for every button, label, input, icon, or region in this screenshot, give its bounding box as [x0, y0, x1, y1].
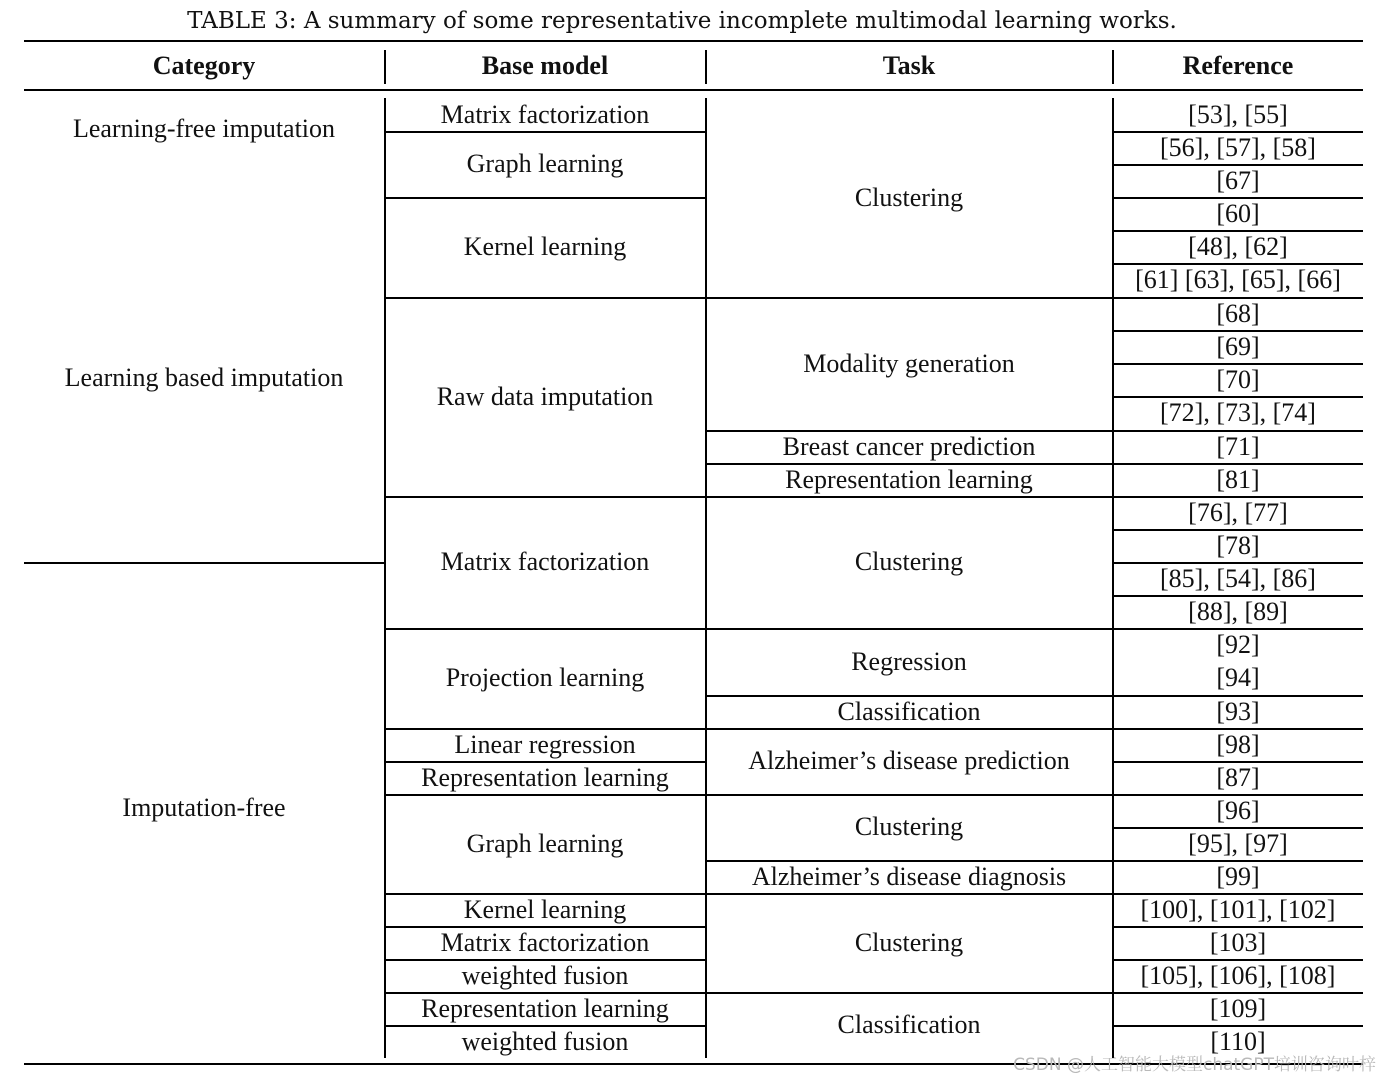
reference-cell: [78] — [1216, 530, 1260, 560]
base-model-cell: Representation learning — [421, 993, 669, 1023]
reference-cell: [87] — [1216, 762, 1260, 792]
reference-cell: [48], [62] — [1188, 231, 1288, 261]
reference-cell: [53], [55] — [1188, 99, 1288, 129]
reference-cell: [110] — [1210, 1026, 1266, 1056]
header-category: Category — [152, 51, 256, 80]
reference-cell: [96] — [1216, 795, 1260, 825]
base-model-cell: Graph learning — [466, 828, 624, 858]
header-divider — [705, 50, 707, 84]
reference-cell: [72], [73], [74] — [1160, 398, 1316, 427]
base-model-cell: Projection learning — [445, 663, 645, 692]
reference-cell: [109] — [1209, 993, 1267, 1023]
reference-cell: [103] — [1209, 927, 1267, 957]
category-cell: Learning-free imputation — [72, 114, 336, 143]
header-reference: Reference — [1182, 51, 1294, 80]
base-model-cell: Raw data imputation — [436, 381, 654, 411]
reference-cell: [67] — [1216, 165, 1260, 195]
reference-cell: [76], [77] — [1188, 497, 1288, 527]
table-caption: TABLE 3: A summary of some representative incomplete multimodal learning works. — [187, 8, 1177, 34]
base-model-cell: Kernel learning — [463, 232, 627, 261]
reference-cell: [68] — [1216, 298, 1260, 328]
base-model-cell: Representation learning — [421, 762, 669, 792]
task-cell: Clustering — [854, 927, 964, 957]
category-cell: Imputation-free — [122, 793, 286, 822]
task-cell: Clustering — [854, 812, 964, 841]
header-rule — [24, 89, 1363, 91]
reference-cell: [92] — [1216, 629, 1260, 659]
base-model-cell: weighted fusion — [461, 1026, 629, 1056]
reference-cell: [95], [97] — [1188, 828, 1288, 858]
base-model-cell: Matrix factorization — [440, 927, 650, 957]
task-cell: Alzheimer’s disease diagnosis — [751, 861, 1067, 891]
reference-cell: [94] — [1216, 663, 1260, 692]
reference-cell: [93] — [1216, 696, 1260, 726]
task-cell: Breast cancer prediction — [782, 431, 1036, 461]
reference-cell: [56], [57], [58] — [1160, 132, 1316, 162]
reference-cell: [105], [106], [108] — [1140, 960, 1336, 990]
reference-cell: [61] [63], [65], [66] — [1135, 265, 1341, 294]
reference-cell: [60] — [1216, 198, 1260, 228]
task-cell: Representation learning — [785, 464, 1033, 494]
reference-cell: [71] — [1216, 431, 1260, 461]
reference-cell: [98] — [1216, 729, 1260, 759]
watermark: CSDN @人工智能大模型chatGPT培训咨询叶梓 — [1013, 1055, 1376, 1075]
base-model-cell: Kernel learning — [463, 894, 627, 924]
base-model-cell: Graph learning — [466, 149, 624, 178]
base-model-cell: Matrix factorization — [440, 547, 650, 576]
reference-cell: [99] — [1216, 861, 1260, 891]
reference-cell: [69] — [1216, 331, 1260, 361]
header-divider — [1112, 50, 1114, 84]
task-cell: Regression — [851, 646, 967, 676]
reference-cell: [100], [101], [102] — [1140, 894, 1336, 924]
header-task: Task — [882, 51, 936, 80]
base-model-cell: weighted fusion — [461, 960, 629, 990]
category-separator — [24, 562, 384, 564]
base-model-cell: Linear regression — [454, 729, 636, 759]
reference-cell: [81] — [1216, 464, 1260, 494]
header-divider — [384, 50, 386, 84]
task-cell: Classification — [837, 1010, 981, 1039]
reference-cell: [85], [54], [86] — [1160, 563, 1316, 593]
reference-cell: [88], [89] — [1188, 596, 1288, 626]
task-cell: Modality generation — [803, 348, 1015, 378]
task-cell: Classification — [837, 696, 981, 726]
task-cell: Clustering — [854, 182, 964, 212]
category-cell: Learning based imputation — [64, 363, 344, 392]
top-rule — [24, 40, 1363, 42]
task-cell: Clustering — [854, 547, 964, 576]
task-cell: Alzheimer’s disease prediction — [748, 746, 1070, 775]
header-base-model: Base model — [481, 51, 609, 80]
base-model-cell: Matrix factorization — [440, 99, 650, 129]
reference-cell: [70] — [1216, 364, 1260, 394]
